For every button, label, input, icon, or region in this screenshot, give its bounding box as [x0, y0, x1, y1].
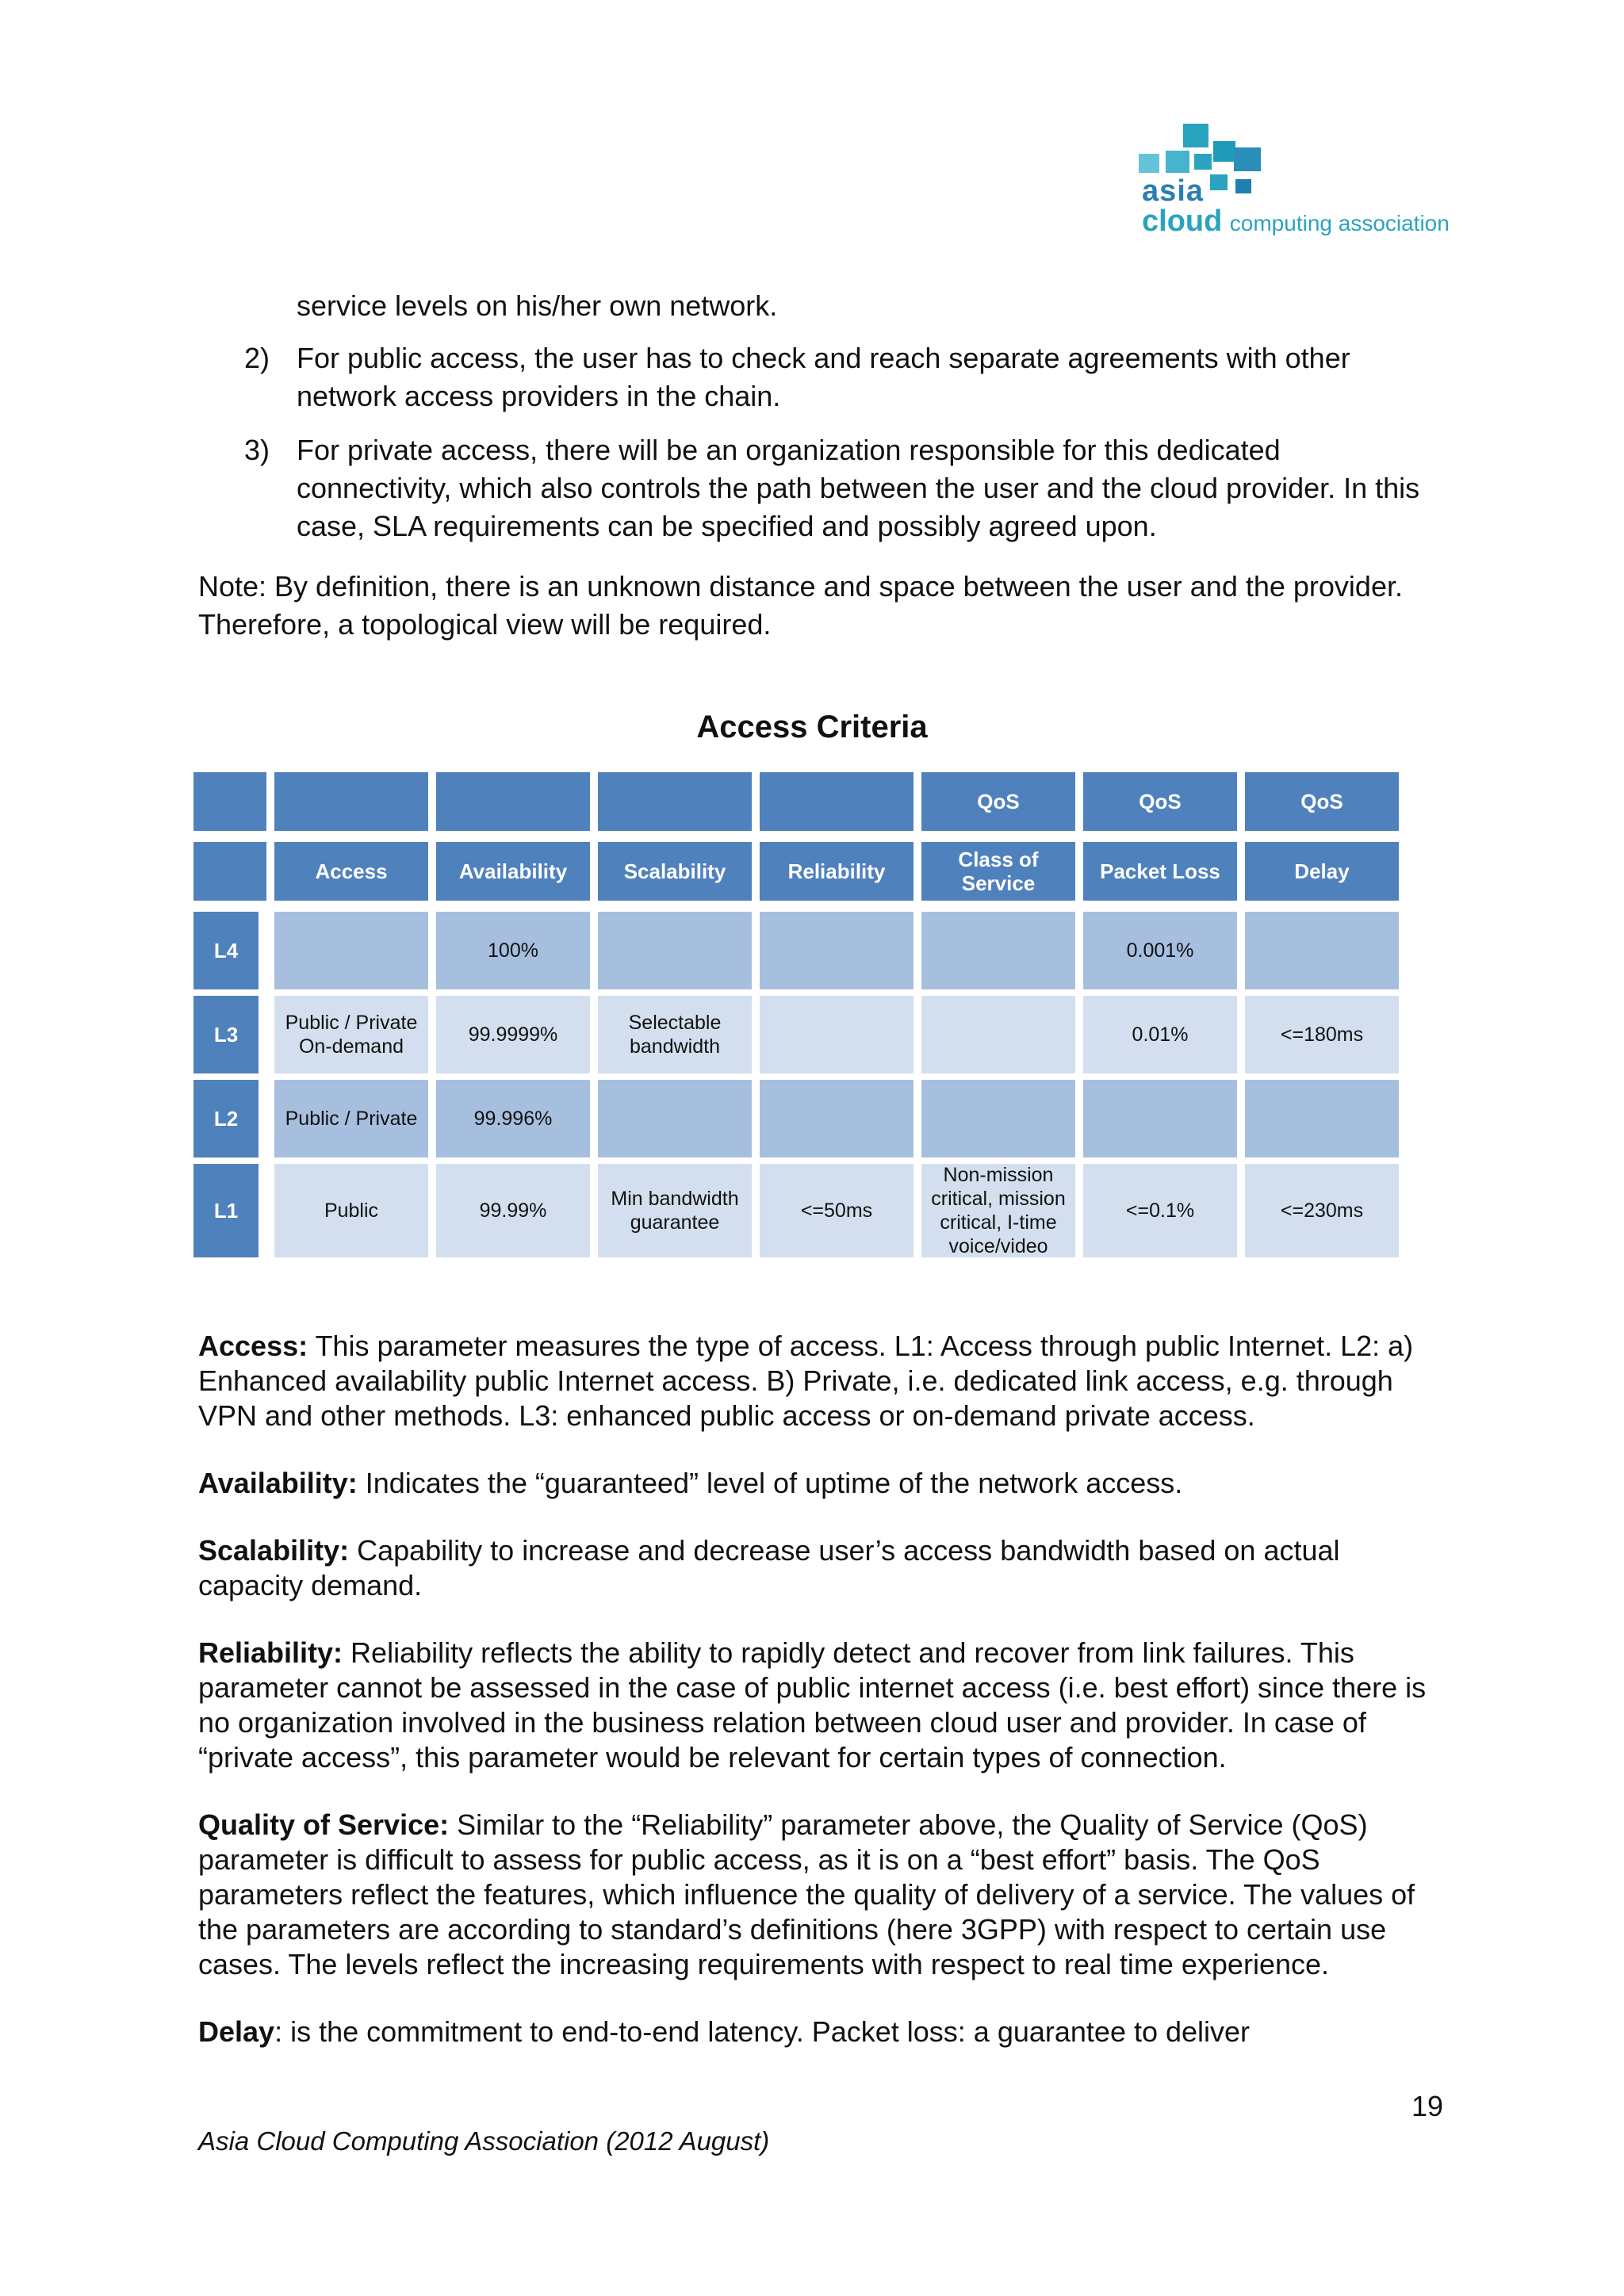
table-cell — [921, 912, 1075, 989]
table-title: Access Criteria — [696, 710, 928, 744]
table-cell: Public / Private On-demand — [274, 996, 428, 1073]
column-header: Availability — [436, 842, 590, 901]
table-cell: <=230ms — [1245, 1164, 1399, 1257]
column-header: Delay — [1245, 842, 1399, 901]
table-cell: <=0.1% — [1083, 1164, 1237, 1257]
table-cell — [921, 996, 1075, 1073]
logo-text — [1142, 176, 1450, 236]
page-footer: Asia Cloud Computing Association (2012 August) — [198, 2126, 770, 2156]
definition-term: Reliability: — [198, 1636, 343, 1669]
definition-term: Access: — [198, 1330, 308, 1362]
definition-text: This parameter measures the type of access. L1: Access through public Internet. L2: a) Enhanced availability public Internet access. B) Private, i.e. dedicated link access, e.g. through VPN and other methods. L3: enhanced public access or on-demand private access. — [198, 1330, 1414, 1432]
table-cell — [598, 1080, 752, 1158]
table-cell — [598, 912, 752, 989]
definition-scalability — [198, 1533, 1443, 1603]
table-cell — [760, 912, 914, 989]
definition-term: Availability: — [198, 1467, 358, 1499]
group-header-cell — [274, 772, 428, 831]
column-header: Reliability — [760, 842, 914, 901]
table-cell — [1083, 1080, 1237, 1158]
definition-qos — [198, 1808, 1443, 1982]
column-header: Access — [274, 842, 428, 901]
definition-text: Capability to increase and decrease user’s access bandwidth based on actual capacity demand. — [198, 1534, 1340, 1601]
definition-availability — [198, 1466, 1443, 1501]
column-header: Class of Service — [921, 842, 1075, 901]
table-cell: <=50ms — [760, 1164, 914, 1257]
table-cell — [760, 1080, 914, 1158]
definition-text: Indicates the “guaranteed” level of uptime of the network access. — [357, 1467, 1183, 1499]
definitions-section — [198, 1329, 1443, 2082]
list-item — [198, 431, 1435, 545]
table-cell: Non-mission critical, mission critical, I-time voice/video — [921, 1164, 1075, 1257]
definition-term: Scalability: — [198, 1534, 350, 1567]
logo-word-cloud: cloud — [1142, 205, 1223, 238]
definition-text: Similar to the “Reliability” parameter above, the Quality of Service (QoS) parameter is difficult to assess for public access, as it is on a “best effort” basis. The QoS parameters reflect the features, which influence the quality of delivery of a service. The values of the parameters are according to standard’s definitions (here 3GPP) with respect to certain use cases. The levels reflect the increasing requirements with respect to real time experience. — [198, 1808, 1415, 1980]
table-cell: 0.001% — [1083, 912, 1237, 989]
table-cell: 99.99% — [436, 1164, 590, 1257]
note-paragraph: Note: By definition, there is an unknown distance and space between the user and the provider. Therefore, a topological view will be required. — [198, 570, 1403, 641]
level-label: L1 — [193, 1164, 259, 1257]
numbered-list — [198, 287, 1435, 561]
list-item — [198, 339, 1435, 415]
group-header-cell — [436, 772, 590, 831]
definition-term: Quality of Service: — [198, 1808, 450, 1841]
logo-word-asia: asia — [1142, 174, 1204, 208]
list-continuation: service levels on his/her own network. — [297, 289, 778, 322]
table-cell: Selectable bandwidth — [598, 996, 752, 1073]
column-header: Scalability — [598, 842, 752, 901]
definition-term: Delay — [198, 2015, 275, 2048]
table-cell: 99.9999% — [436, 996, 590, 1073]
table-cell: Public — [274, 1164, 428, 1257]
table-cell: <=180ms — [1245, 996, 1399, 1073]
table-cell: Public / Private — [274, 1080, 428, 1158]
table-cell — [1245, 1080, 1399, 1158]
definition-text: Reliability reflects the ability to rapidly detect and recover from link failures. This parameter cannot be assessed in the case of public internet access (i.e. best effort) since there is no organization involved in the business relation between cloud user and provider. In case of “private access”, this parameter would be relevant for certain types of connection. — [198, 1636, 1427, 1774]
list-item-number: 3) — [244, 434, 270, 466]
column-header — [193, 842, 266, 901]
group-header-cell: QoS — [921, 772, 1075, 831]
table-cell: Min bandwidth guarantee — [598, 1164, 752, 1257]
level-label: L3 — [193, 996, 259, 1073]
group-header-cell — [598, 772, 752, 831]
list-item-text: For private access, there will be an organization responsible for this dedicated connectivity, which also controls the path between the user and the cloud provider. In this case, SLA requirements can be specified and possibly agreed upon. — [297, 434, 1420, 542]
definition-reliability — [198, 1636, 1443, 1775]
table-cell — [921, 1080, 1075, 1158]
group-header-cell — [760, 772, 914, 831]
table-cell — [760, 996, 914, 1073]
level-label: L2 — [193, 1080, 259, 1158]
page-number: 19 — [1411, 2090, 1444, 2122]
table-cell: 99.996% — [436, 1080, 590, 1158]
logo-word-association: computing association — [1229, 211, 1450, 235]
group-header-cell: QoS — [1245, 772, 1399, 831]
definition-text: : is the commitment to end-to-end latency. Packet loss: a guarantee to deliver — [274, 2015, 1251, 2048]
list-item-text: For public access, the user has to check and reach separate agreements with other network access providers in the chain. — [297, 342, 1350, 412]
level-label: L4 — [193, 912, 259, 989]
table-cell — [1245, 912, 1399, 989]
group-header-cell — [193, 772, 266, 831]
definition-access — [198, 1329, 1443, 1433]
table-cell: 0.01% — [1083, 996, 1237, 1073]
definition-delay — [198, 2015, 1443, 2049]
column-header: Packet Loss — [1083, 842, 1237, 901]
list-item-number: 2) — [244, 342, 270, 374]
table-cell: 100% — [436, 912, 590, 989]
group-header-cell: QoS — [1083, 772, 1237, 831]
table-cell — [274, 912, 428, 989]
